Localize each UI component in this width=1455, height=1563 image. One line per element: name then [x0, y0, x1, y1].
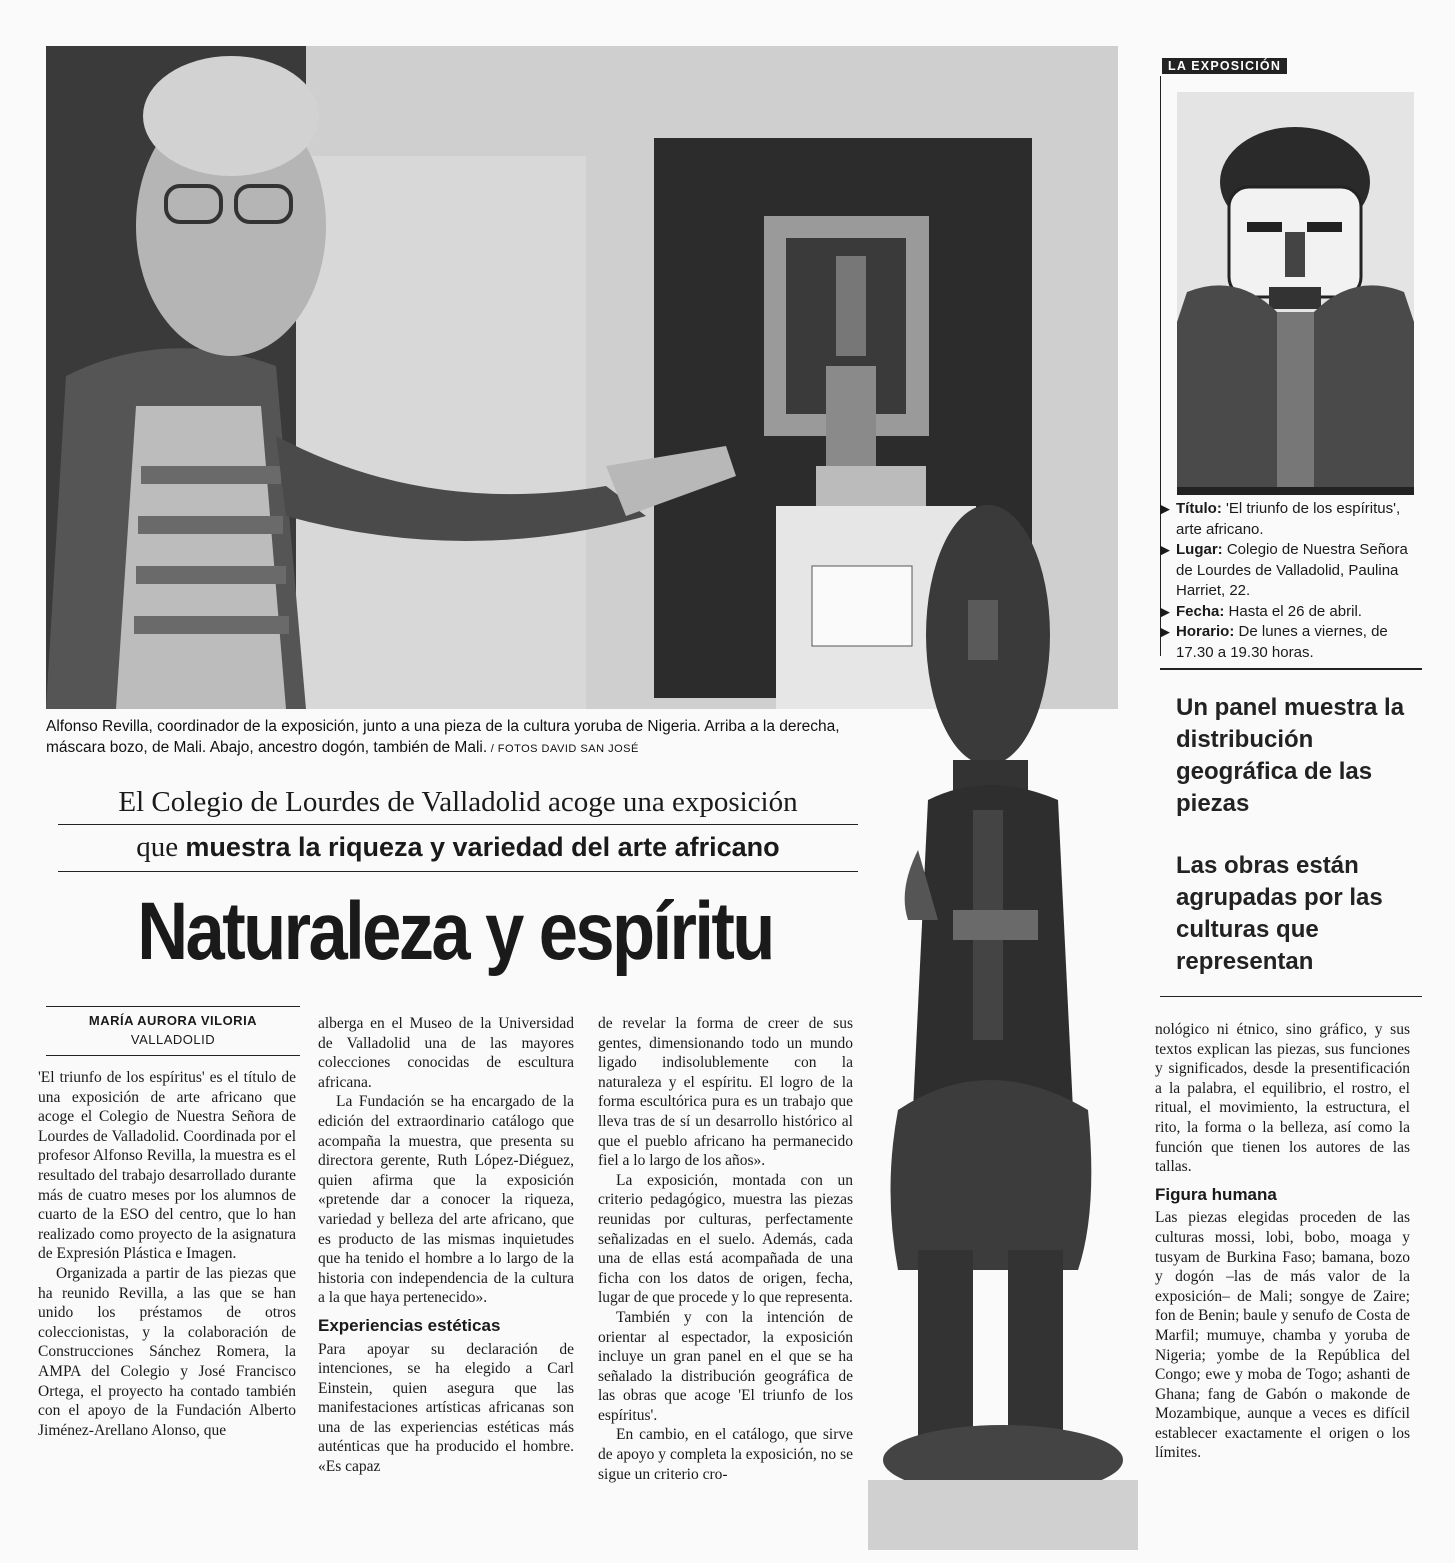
info-row-lugar: [1160, 540, 1420, 602]
pull-quote-1: Un panel muestra la distribución geográfica de las piezas: [1176, 694, 1405, 817]
info-value: 'El triunfo de los espíritus', arte africano.: [1176, 500, 1401, 538]
paragraph: La Fundación se ha encargado de la edición del extraordinario catálogo que acompaña la muestra, que presenta su directora gerente, Ruth López-Diéguez, quien afirma que la exposición «pretende dar a conocer la riqueza, variedad y belleza del arte africano, que es producto de las mismas inquietudes que ha tenido el hombre a lo largo de la historia con independencia de la cultura a la que haya pertenecido».: [318, 1093, 574, 1307]
paragraph: La exposición, montada con un criterio pedagógico, muestra las piezas reunidas por culturas, perfectamente señalizadas en el suelo. Además, cada una de ellas está acompañada de una ficha con los datos de origen, fecha, lugar de que procede y lo que representa.: [598, 1171, 853, 1307]
pull-quote-2: Las obras están agrupadas por las culturas que representan: [1176, 852, 1383, 975]
photo-credit: / FOTOS DAVID SAN JOSÉ: [487, 743, 639, 755]
info-row-titulo: [1160, 499, 1420, 540]
info-label: Lugar:: [1176, 541, 1223, 558]
info-row-horario: [1160, 622, 1420, 663]
kicker-line-2: [58, 825, 858, 872]
info-label: Título:: [1176, 500, 1222, 517]
kicker-line-2-bold: muestra la riqueza y variedad del arte africano: [185, 832, 780, 862]
byline-place: VALLADOLID: [130, 1032, 216, 1047]
body-column-4: [1155, 1020, 1410, 1463]
info-label: Horario:: [1176, 623, 1235, 640]
byline-author: MARÍA AURORA VILORIA: [88, 1013, 258, 1028]
dogon-ancestor-photo: [858, 490, 1148, 1550]
sidebar-divider-bottom: [1160, 996, 1422, 997]
subhead-experiencias: Experiencias estéticas: [318, 1315, 501, 1335]
subhead-figura-humana: Figura humana: [1155, 1184, 1277, 1204]
kicker-line-2-pre: que: [136, 831, 186, 863]
paragraph: En cambio, en el catálogo, que sirve de apoyo y completa la exposición, no se sigue un criterio cro-: [598, 1426, 853, 1483]
paragraph: Organizada a partir de las piezas que ha reunido Revilla, a las que se han unido los préstamos de otros coleccionistas, y la colaboración de Construcciones Sánchez Romera, la AMPA del Colegio y José Francisco Ortega, el proyecto ha contado también con el apoyo de la Fundación Alberto Jiménez-Arellano Alonso, que: [38, 1264, 296, 1439]
info-label: Fecha:: [1176, 602, 1225, 620]
body-column-2: [318, 1014, 574, 1477]
arrow-icon: ▶: [1160, 603, 1170, 619]
kicker-line-1: El Colegio de Lourdes de Valladolid acoge una exposición: [58, 784, 858, 825]
paragraph: de revelar la forma de creer de sus gentes, dimensionando todo un mundo ligado indisolublemente con la naturaleza y el espíritu. El logro de la forma escultórica pura es un trabajo que lleva tras de sí un desarrollo histórico al que el pueblo africano ha permanecido fiel a lo largo de los años».: [598, 1015, 853, 1170]
paragraph: nológico ni étnico, sino gráfico, y sus textos explican las piezas, sus funciones y significados, desde la presentificación a la palabra, el equilibrio, el rostro, el ritual, el movimiento, la estructura, el rito, la forma o la belleza, así como la función que tienen los autores de las tallas.: [1155, 1021, 1410, 1176]
kicker: [58, 784, 858, 872]
arrow-icon: ▶: [1160, 501, 1170, 516]
info-row-fecha: [1160, 602, 1420, 623]
sidebar-tag: LA EXPOSICIÓN: [1162, 58, 1287, 74]
info-value: Colegio de Nuestra Señora de Lourdes de Valladolid, Paulina Harriet, 22.: [1176, 541, 1408, 599]
bozo-mask-photo: [1177, 92, 1414, 495]
headline: Naturaleza y espíritu: [137, 886, 773, 977]
byline: [46, 1006, 300, 1056]
photo-caption: [46, 716, 886, 760]
info-value: De lunes a viernes, de 17.30 a 19.30 horas.: [1176, 623, 1388, 661]
paragraph: 'El triunfo de los espíritus' es el título de una exposición de arte africano que acoge el Colegio de Nuestra Señora de Lourdes de Valladolid. Coordinada por el profesor Alfonso Revilla, la muestra es el resultado del trabajo desarrollado durante más de cuatro meses por los alumnos de cuarto de la ESO del centro, que lo han realizado como proyecto de la asignatura de Expresión Plástica e Imagen.: [38, 1069, 296, 1263]
info-value: Hasta el 26 de abril.: [1228, 602, 1362, 620]
body-column-1: [38, 1068, 296, 1440]
paragraph: Las piezas elegidas proceden de las culturas mossi, lobi, bobo, moaga y tusyam de Burkina Faso; bamana, bozo y dogón –las de más valor de la exposición– de Mali; songye de Zaire; fon de Benin; baule y senufo de Costa de Marfil; mumuye, chamba y yoruba de Nigeria; yombe de la República del Congo; ewe y moba de Togo; ashanti de Ghana; fang de Gabón o makonde de Mozambique, aunque a veces es difícil establecer exactamente el origen o los límites.: [1155, 1209, 1410, 1462]
paragraph: También y con la intención de orientar al espectador, la exposición incluye un gran panel en el que se ha señalado la distribución geográfica de las obras que acoge 'El triunfo de los espíritus'.: [598, 1308, 853, 1424]
caption-text: Alfonso Revilla, coordinador de la exposición, junto a una pieza de la cultura yoruba de Nigeria. Arriba a la derecha, máscara bozo, de Mali. Abajo, ancestro dogón, también de Mali.: [46, 718, 840, 756]
paragraph: Para apoyar su declaración de intenciones, se ha elegido a Carl Einstein, quien asegura que las manifestaciones artísticas africanas son una de las experiencias estéticas más auténticas que ha producido el hombre. «Es capaz: [318, 1340, 574, 1476]
exhibition-info: [1160, 499, 1420, 663]
paragraph: alberga en el Museo de la Universidad de Valladolid una de las mayores colecciones conocidas de escultura africana.: [318, 1015, 574, 1091]
sidebar-divider: [1160, 668, 1422, 670]
arrow-icon: ▶: [1160, 542, 1170, 557]
arrow-icon: ▶: [1160, 624, 1170, 639]
body-column-3: [598, 1014, 853, 1484]
